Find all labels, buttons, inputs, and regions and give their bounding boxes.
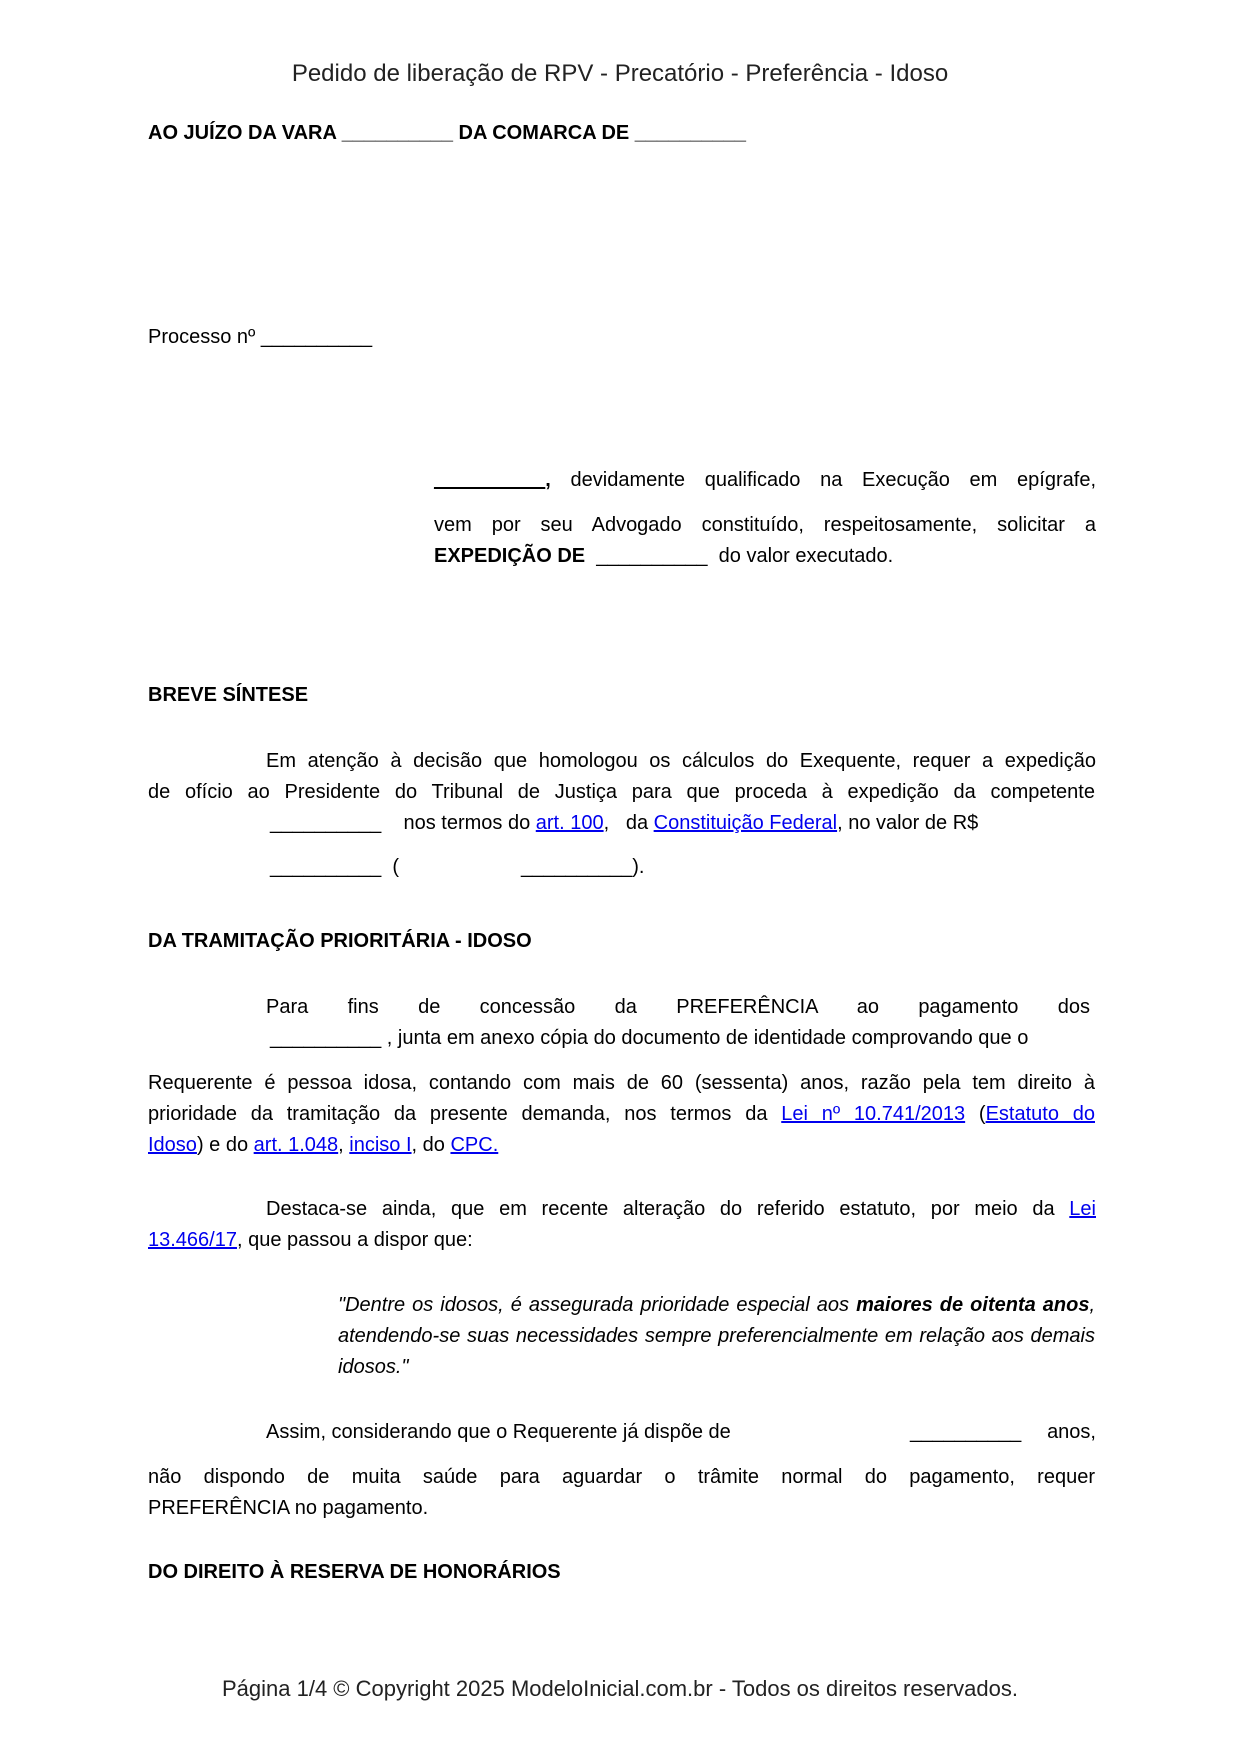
- page-footer: Página 1/4 © Copyright 2025 ModeloInicial.com.br - Todos os direitos reservados.: [222, 1676, 1018, 1701]
- court-address: AO JUÍZO DA VARA __________ DA COMARCA DE __________: [148, 122, 747, 144]
- link-estatuto-idoso-2[interactable]: Idoso: [148, 1134, 197, 1156]
- sintese-text-valor: , no valor de R$: [837, 812, 979, 834]
- destaca-line-1: [266, 1194, 1096, 1225]
- intro-comma: ,: [545, 469, 551, 491]
- intro-line-2: vem por seu Advogado constituído, respeitosamente, solicitar a: [434, 514, 1096, 536]
- tramitacao-line-1: Para fins de concessão da PREFERÊNCIA ao pagamento dos: [266, 996, 1090, 1018]
- intro-text-1: devidamente qualificado na Execução em epígrafe,: [570, 469, 1096, 491]
- link-art-100[interactable]: art. 100: [535, 812, 604, 834]
- expedicao-label: EXPEDIÇÃO DE: [434, 545, 586, 567]
- tramitacao-text-e-do: ) e do: [196, 1134, 249, 1156]
- sintese-paren-close: ).: [632, 856, 645, 878]
- sintese-blank-a: __________: [270, 812, 382, 834]
- intro-text-3: do valor executado.: [718, 545, 894, 567]
- section-heading-sintese: BREVE SÍNTESE: [148, 684, 309, 706]
- assim-line-3: PREFERÊNCIA no pagamento.: [148, 1497, 429, 1519]
- sintese-text-nos: nos termos do: [403, 812, 531, 834]
- quote-block: [338, 1290, 1095, 1383]
- quote-part-e: aos demais idosos.": [338, 1325, 1095, 1378]
- tramitacao-text-2: , junta em anexo cópia do documento de identidade comprovando que o: [386, 1027, 1029, 1049]
- expedicao-blank: __________: [596, 545, 708, 567]
- link-cpc[interactable]: CPC.: [450, 1134, 499, 1156]
- sintese-blank-b: __________: [270, 856, 382, 878]
- tramitacao-paren: (: [978, 1103, 986, 1125]
- intro-line-1: [434, 465, 1096, 496]
- assim-line-1: [266, 1417, 1096, 1448]
- tramitacao-line-2: [270, 1023, 1096, 1054]
- tramitacao-comma: ,: [338, 1134, 344, 1156]
- page-header-title: Pedido de liberação de RPV - Precatório - Preferência - Idoso: [291, 60, 949, 87]
- section-heading-honorarios: DO DIREITO À RESERVA DE HONORÁRIOS: [148, 1561, 561, 1583]
- destaca-text-end: , que passou a dispor que:: [236, 1229, 473, 1251]
- destaca-line-2: [148, 1225, 473, 1256]
- sintese-blank-c: __________: [521, 856, 633, 878]
- assim-text: Assim, considerando que o Requerente já dispõe de: [266, 1421, 731, 1443]
- sintese-line-2: de ofício ao Presidente do Tribunal de Justiça para que proceda à expedição da competente: [148, 781, 1095, 803]
- link-lei-13466-2[interactable]: 13.466/17: [148, 1229, 237, 1251]
- tramitacao-line-5: [148, 1130, 498, 1161]
- quote-part-d: , atendendo-se suas necessidades sempre preferencialmente em relação: [338, 1294, 1096, 1347]
- sintese-line-3: [270, 808, 1090, 839]
- destaca-text-1: Destaca-se ainda, que em recente alteração do referido estatuto, por meio da: [266, 1198, 1055, 1220]
- tramitacao-line-3: Requerente é pessoa idosa, contando com mais de 60 (sessenta) anos, razão pela tem direito à: [148, 1072, 1095, 1094]
- link-estatuto-idoso-1[interactable]: Estatuto do: [985, 1103, 1095, 1125]
- link-lei-10741[interactable]: Lei nº 10.741/2013: [781, 1103, 966, 1125]
- requerente-blank: __________: [434, 469, 546, 491]
- assim-anos: anos,: [1047, 1421, 1096, 1443]
- tramitacao-line-4: [148, 1099, 1095, 1130]
- assim-line-2: não dispondo de muita saúde para aguardar o trâmite normal do pagamento, requer: [148, 1466, 1095, 1488]
- link-lei-13466-1[interactable]: Lei: [1069, 1198, 1096, 1220]
- tramitacao-text-do: , do: [411, 1134, 445, 1156]
- sintese-line-4: [270, 852, 644, 883]
- sintese-line-1: Em atenção à decisão que homologou os cálculos do Exequente, requer a expedição: [266, 750, 1096, 772]
- quote-part-b: maiores de oitenta: [856, 1294, 1036, 1316]
- assim-blank: __________: [910, 1421, 1022, 1443]
- intro-line-3: [434, 541, 1096, 572]
- sintese-paren-open: (: [392, 856, 400, 878]
- process-number: Processo nº __________: [148, 326, 373, 348]
- sintese-text-da: da: [625, 812, 649, 834]
- tramitacao-text-4: prioridade da tramitação da presente demanda, nos termos da: [148, 1103, 768, 1125]
- section-heading-tramitacao: DA TRAMITAÇÃO PRIORITÁRIA - IDOSO: [148, 930, 532, 952]
- sintese-comma: ,: [603, 812, 610, 834]
- link-art-1048[interactable]: art. 1.048: [253, 1134, 339, 1156]
- tramitacao-blank: __________: [270, 1027, 382, 1049]
- link-inciso-i[interactable]: inciso I: [349, 1134, 412, 1156]
- link-constituicao-federal[interactable]: Constituição Federal: [653, 812, 838, 834]
- quote-part-c: anos: [1042, 1294, 1090, 1316]
- quote-part-a: "Dentre os idosos, é assegurada prioridade especial aos: [338, 1294, 850, 1316]
